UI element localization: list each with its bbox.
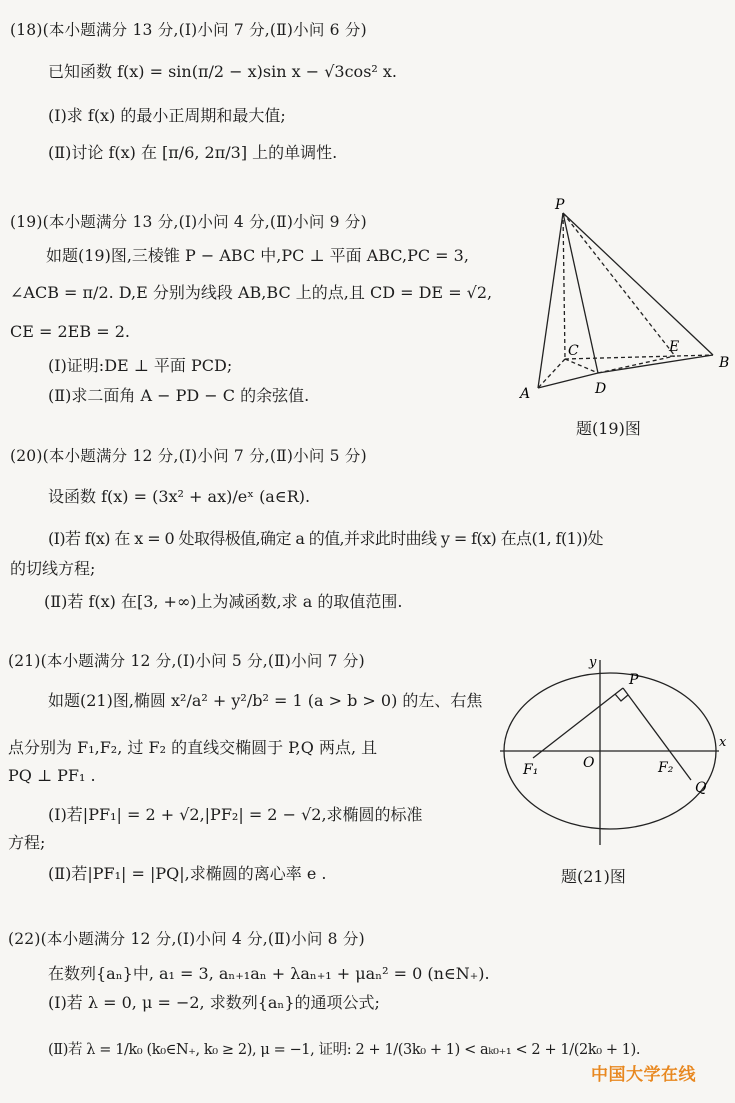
q18-part2: (Ⅱ)讨论 f(x) 在 [π/6, 2π/3] 上的单调性. [48,143,338,162]
label-D: D [595,381,607,397]
label-F2: F₂ [658,760,674,776]
q20-part1b: 的切线方程; [10,559,96,578]
q22-part2: (Ⅱ)若 λ = 1/k₀ (k₀∈N₊, k₀ ≥ 2), μ = −1, 证明: 2 + 1/(3k₀ + 1) < aₖ₀₊₁ < 2 + 1/(2k₀ + 1). [48,1042,641,1058]
label-Q: Q [695,780,707,796]
q19-line1: 如题(19)图,三棱锥 P − ABC 中,PC ⊥ 平面 ABC,PC = 3, [46,246,469,265]
q19-caption: 题(19)图 [576,419,641,438]
label-B: B [719,355,730,371]
q19-line2: ∠ACB = π/2. D,E 分别为线段 AB,BC 上的点,且 CD = DE = √2, [10,283,493,302]
label-x: x [719,735,727,750]
q20-part1a: (Ⅰ)若 f(x) 在 x = 0 处取得极值,确定 a 的值,并求此时曲线 y = f(x) 在点(1, f(1))处 [48,529,603,548]
label-P21: P [629,672,639,688]
q21-part2: (Ⅱ)若|PF₁| = |PQ|,求椭圆的离心率 e . [48,864,327,883]
q22-part1: (Ⅰ)若 λ = 0, μ = −2, 求数列{aₙ}的通项公式; [48,993,380,1012]
label-C: C [568,343,579,359]
watermark-logo: 中国大学在线 [591,1065,696,1085]
label-A: A [520,386,531,402]
q19-part1: (Ⅰ)证明:DE ⊥ 平面 PCD; [48,356,233,375]
label-F1: F₁ [523,762,539,778]
q21-ellipse-figure [495,650,730,850]
q20-given: 设函数 f(x) = (3x² + ax)/eˣ (a∈R). [48,487,311,506]
q21-part1b: 方程; [8,833,46,852]
q18-given: 已知函数 f(x) = sin(π/2 − x)sin x − √3cos² x. [48,62,398,81]
q20-header: (20)(本小题满分 12 分,(Ⅰ)小问 7 分,(Ⅱ)小问 5 分) [10,447,367,465]
label-y: y [589,655,597,670]
label-O: O [583,755,595,771]
q19-line3: CE = 2EB = 2. [10,322,130,341]
q19-part2: (Ⅱ)求二面角 A − PD − C 的余弦值. [48,386,310,405]
q21-header: (21)(本小题满分 12 分,(Ⅰ)小问 5 分,(Ⅱ)小问 7 分) [8,652,365,670]
q22-header: (22)(本小题满分 12 分,(Ⅰ)小问 4 分,(Ⅱ)小问 8 分) [8,930,365,948]
q22-given: 在数列{aₙ}中, a₁ = 3, aₙ₊₁aₙ + λaₙ₊₁ + μaₙ² = 0 (n∈N₊). [48,964,490,983]
q19-header: (19)(本小题满分 13 分,(Ⅰ)小问 4 分,(Ⅱ)小问 9 分) [10,213,367,231]
q21-caption: 题(21)图 [561,867,626,886]
label-E: E [669,339,680,355]
q18-part1: (Ⅰ)求 f(x) 的最小正周期和最大值; [48,106,286,125]
q19-pyramid-figure [515,195,735,410]
label-P: P [555,197,565,213]
q21-line1: 如题(21)图,椭圆 x²/a² + y²/b² = 1 (a > b > 0) 的左、右焦 [48,691,483,710]
q21-line2: 点分别为 F₁,F₂, 过 F₂ 的直线交椭圆于 P,Q 两点, 且 [8,738,378,757]
q18-header: (18)(本小题满分 13 分,(Ⅰ)小问 7 分,(Ⅱ)小问 6 分) [10,21,367,39]
q21-line3: PQ ⊥ PF₁ . [8,766,96,785]
q20-part2: (Ⅱ)若 f(x) 在[3, +∞)上为减函数,求 a 的取值范围. [44,592,403,611]
q21-part1a: (Ⅰ)若|PF₁| = 2 + √2,|PF₂| = 2 − √2,求椭圆的标准 [48,805,423,824]
